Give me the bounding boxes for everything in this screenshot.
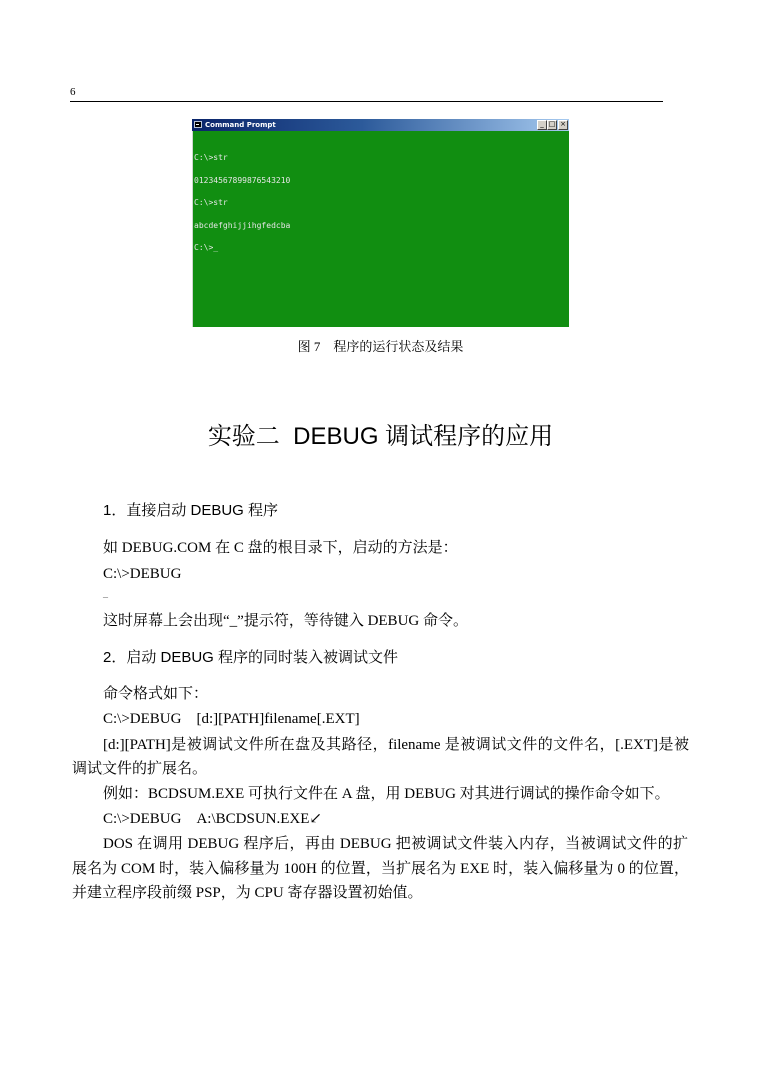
console-line: C:\>_ [194,243,219,252]
minimize-button: _ [537,120,547,130]
prompt-cursor: _ [103,588,108,599]
paragraph-line: 展名为 COM 时，装入偏移量为 100H 的位置，当扩展名为 EXE 时，装入偏移量为 0 的位置， [72,861,689,877]
console-line: abcdefghijjihgfedcba [194,220,291,230]
command-line: C:\>DEBUG A:\BCDSUN.EXE↙ [103,811,322,827]
console-line: 01234567899876543210 [194,175,291,185]
console-icon [194,121,202,128]
experiment-title: 实验二 DEBUG 调试程序的应用 [207,423,554,450]
console-line: C:\>str [194,198,228,207]
section-heading: 2．启动 DEBUG 程序的同时装入被调试文件 [103,649,399,666]
paragraph-line: [d:][PATH]是被调试文件所在盘及其路径，filename 是被调试文件的文件名，[.EXT]是被 [103,737,689,753]
paragraph-line: DOS 在调用 DEBUG 程序后，再由 DEBUG 把被调试文件装入内存，当被调试文件的扩 [103,836,688,852]
close-button: × [558,120,568,130]
maximize-button: □ [548,120,556,128]
header-rule [70,101,663,102]
section-heading: 1．直接启动 DEBUG 程序 [103,502,279,519]
command-prompt-screenshot [192,119,569,327]
console-line: C:\>str [194,153,228,162]
window-title-bar [192,119,569,131]
command-line: C:\>DEBUG [103,566,182,582]
paragraph-line: 例如：BCDSUM.EXE 可执行文件在 A 盘，用 DEBUG 对其进行调试的操作命令如下。 [103,786,670,802]
window-frame [192,131,193,327]
window-title: Command Prompt [205,121,276,129]
paragraph-line: 调试文件的扩展名。 [72,761,208,777]
paragraph-line: 如 DEBUG.COM 在 C 盘的根目录下，启动的方法是： [103,540,458,556]
command-line: C:\>DEBUG [d:][PATH]filename[.EXT] [103,711,360,727]
console-output [194,139,290,267]
paragraph-line: 这时屏幕上会出现“_”提示符，等待键入 DEBUG 命令。 [103,613,468,629]
paragraph-line: 并建立程序段前缀 PSP，为 CPU 寄存器设置初始值。 [72,885,423,901]
page-number: 6 [70,86,76,98]
figure-caption: 图 7 程序的运行状态及结果 [297,339,464,354]
paragraph-line: 命令格式如下： [103,686,209,702]
